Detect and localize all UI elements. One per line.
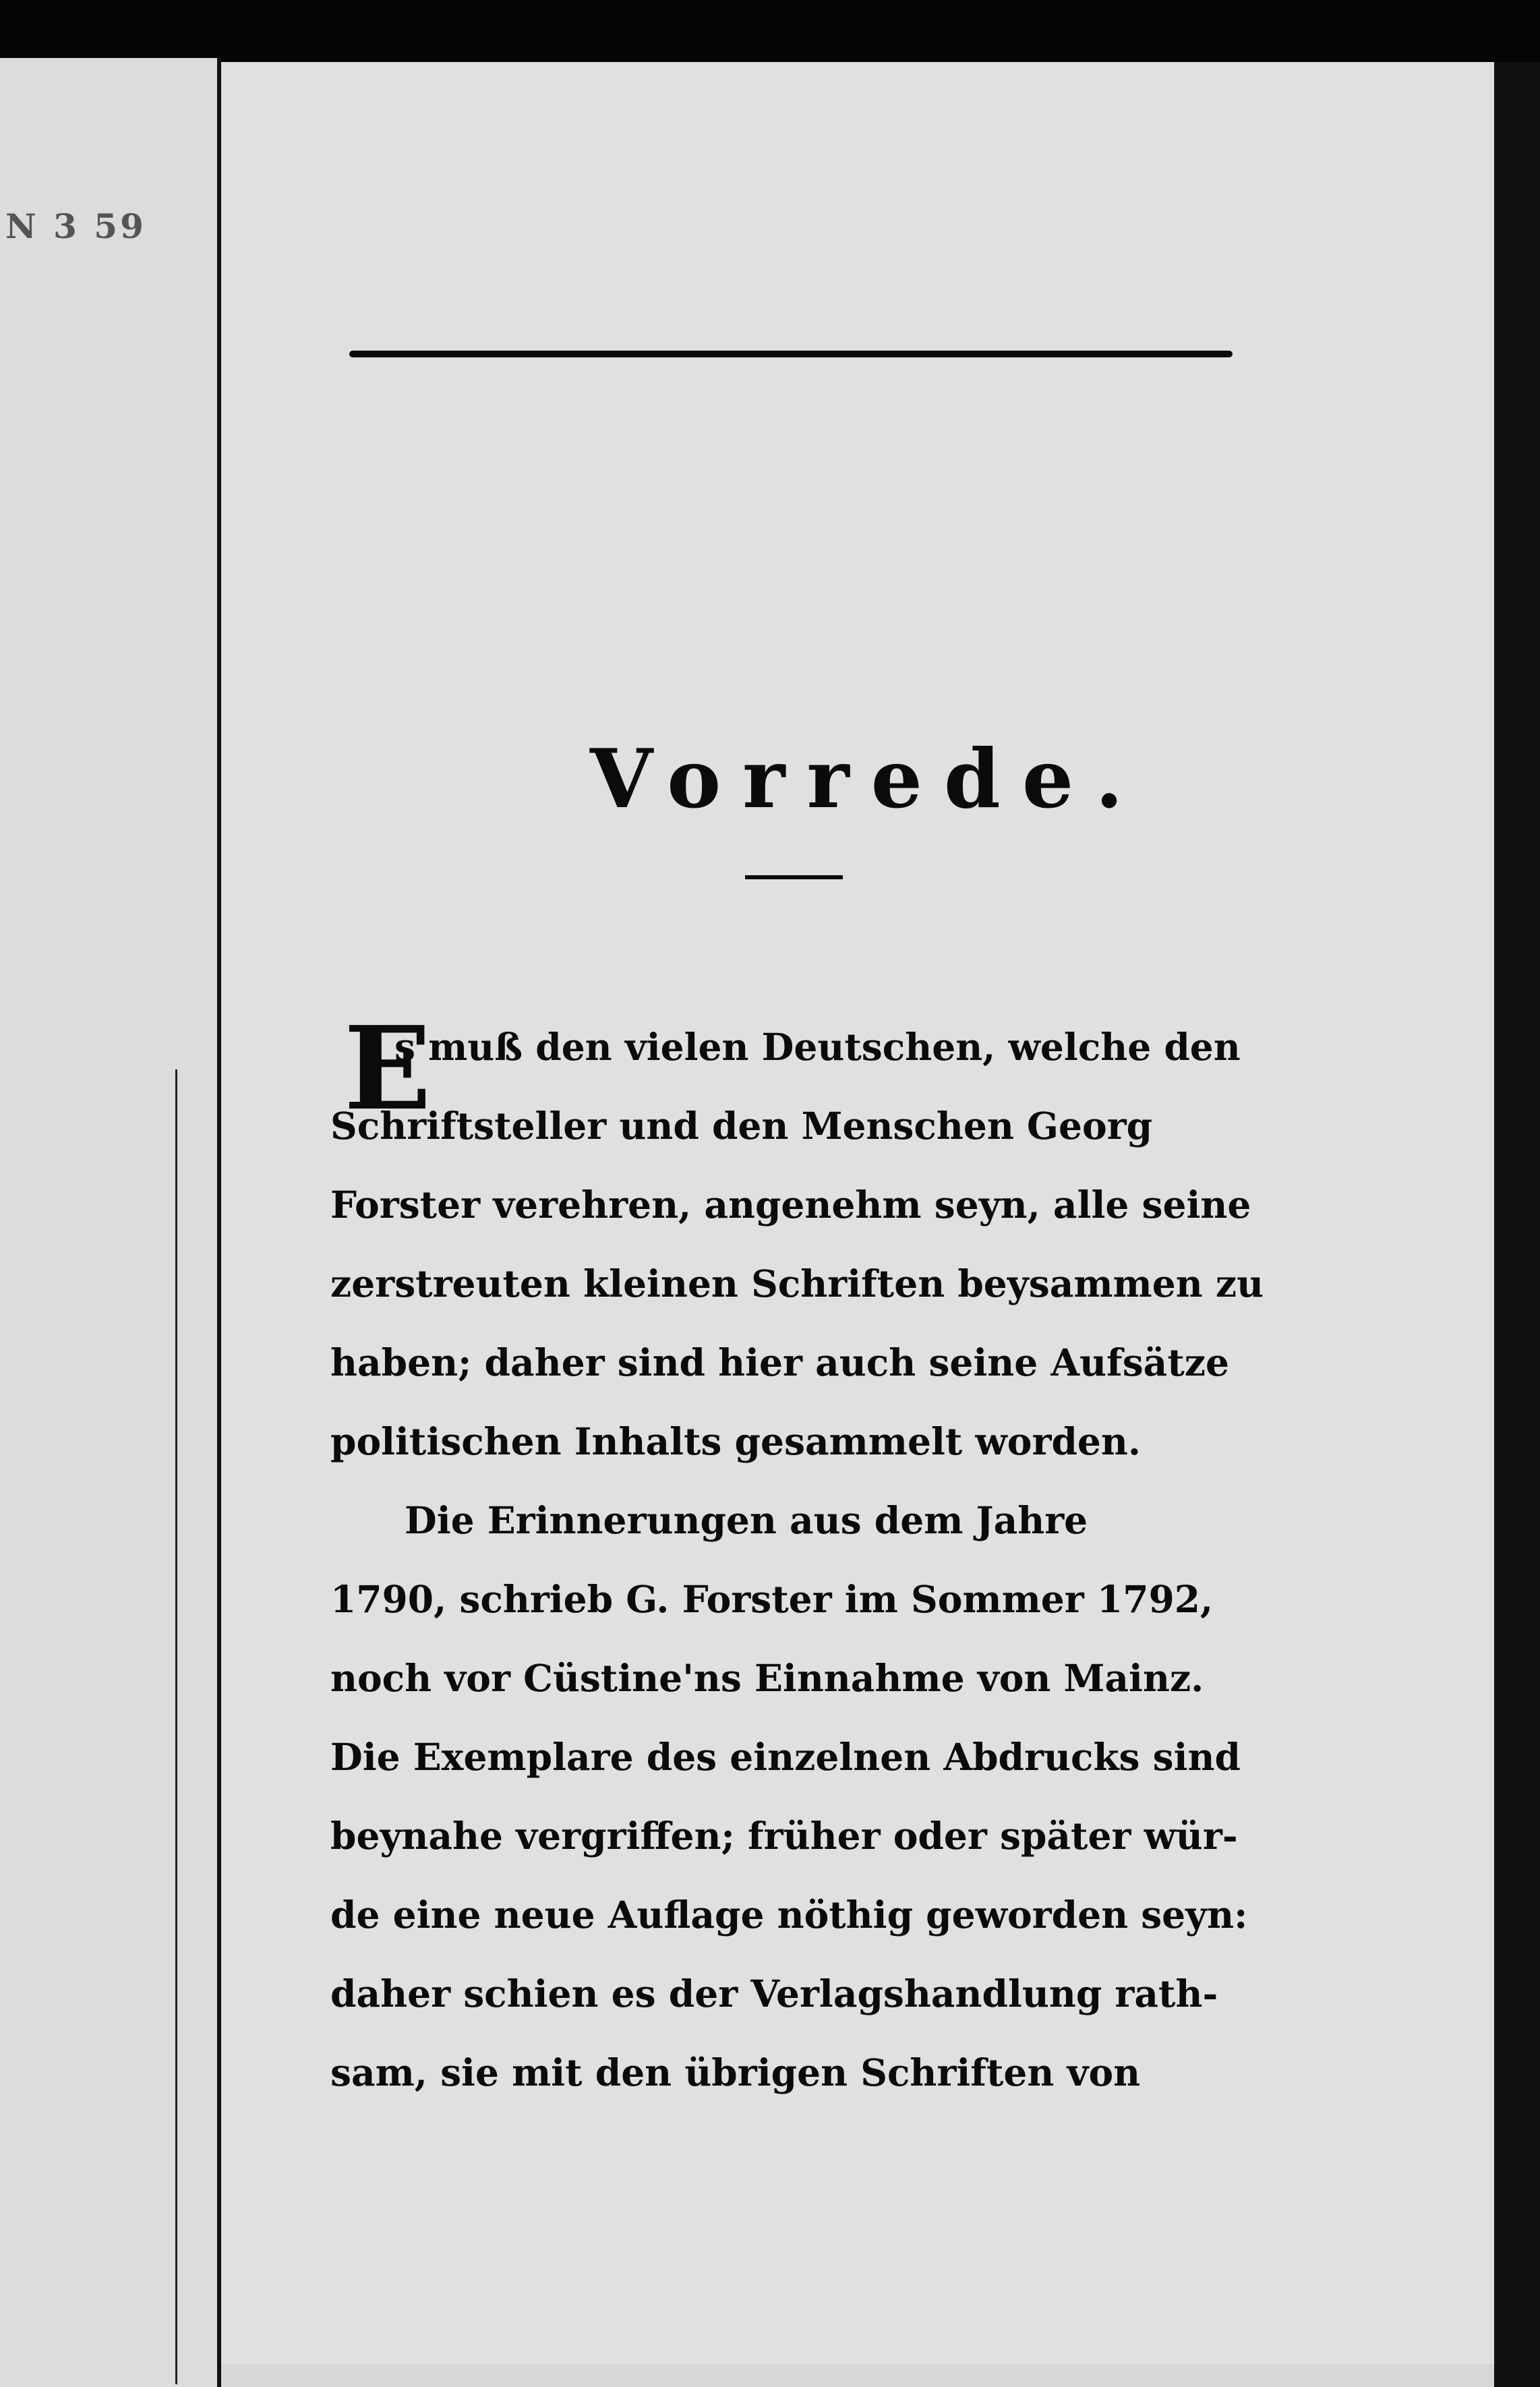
text-line: haben; daher sind hier auch seine Aufsätze: [330, 1340, 1229, 1384]
drop-cap: E: [344, 1001, 432, 1136]
text-line: noch vor Cüstine'ns Einnahme von Mainz.: [330, 1656, 1204, 1700]
text-line: Die Exemplare des einzelnen Abdrucks sind: [330, 1735, 1241, 1779]
text-line: de eine neue Auflage nöthig geworden seyn:: [330, 1893, 1248, 1937]
header-rule: [349, 351, 1233, 357]
title-rule: [745, 875, 843, 879]
gutter-shadow: [175, 1069, 177, 2384]
page-title: Vorrede.: [590, 732, 1145, 827]
scan-top-border: [0, 0, 1540, 62]
library-shelfmark: N 3 59: [5, 206, 146, 246]
text-line: Die Erinnerungen aus dem Jahre: [405, 1498, 1088, 1542]
text-line: politischen Inhalts gesammelt worden.: [330, 1419, 1142, 1463]
text-line: Schriftsteller und den Menschen Georg: [330, 1104, 1153, 1148]
body-text: [330, 1025, 1264, 2129]
text-line: beynahe vergriffen; früher oder später wür-: [330, 1814, 1238, 1858]
text-line: zerstreuten kleinen Schriften beysammen zu: [330, 1262, 1264, 1305]
scan-right-border: [1494, 62, 1540, 2387]
text-line: s muß den vielen Deutschen, welche den: [394, 1025, 1241, 1069]
text-line: Forster verehren, angenehm seyn, alle seine: [330, 1183, 1251, 1227]
left-page-fragment: [0, 58, 221, 2387]
text-line: daher schien es der Verlagshandlung rath-: [330, 1972, 1218, 2015]
text-line: sam, sie mit den übrigen Schriften von: [330, 2051, 1141, 2094]
text-line: 1790, schrieb G. Forster im Sommer 1792,: [330, 1577, 1214, 1621]
